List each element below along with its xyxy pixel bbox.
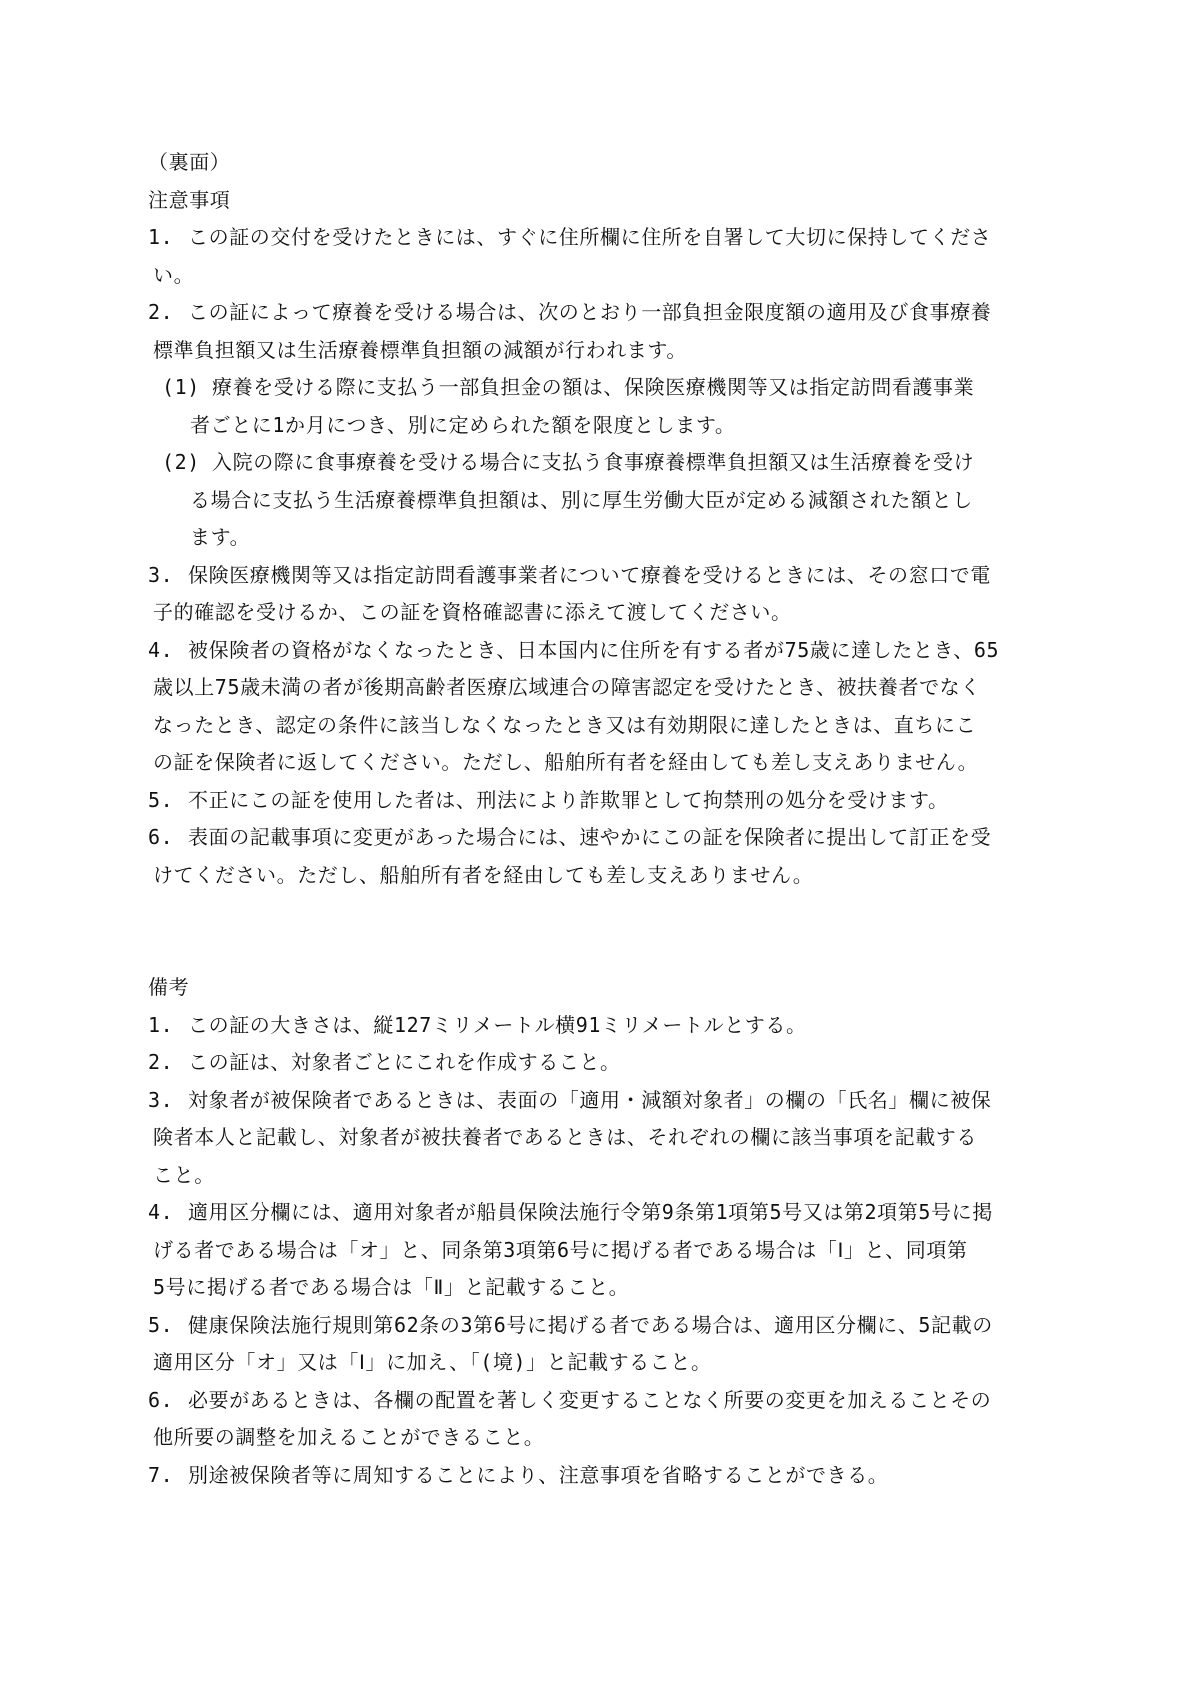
- list-item-line: [0, 294, 1181, 332]
- list-item-continuation: 歳以上75歳未満の者が後期高齢者医療広域連合の障害認定を受けたとき、被扶養者でなく: [153, 675, 981, 699]
- subitem-continuation: る場合に支払う生活療養標準負担額は、別に厚生労働大臣が定める減額された額とし: [190, 487, 973, 512]
- item-number: 1.: [148, 1012, 174, 1037]
- subitem-number: (1): [162, 375, 200, 399]
- item-number: 6.: [148, 825, 174, 849]
- list-item-continuation: 標準負担額又は生活療養標準負担額の減額が行われます。: [153, 337, 687, 362]
- list-item-line: [0, 219, 1181, 257]
- section-gap: [0, 894, 1181, 969]
- item-number: 2.: [148, 300, 174, 324]
- list-item-continuation: 険者本人と記載し、対象者が被扶養者であるときは、それぞれの欄に該当事項を記載する: [153, 1125, 977, 1149]
- item-number: 4.: [148, 1200, 174, 1224]
- item-text: 別途被保険者等に周知することにより、注意事項を省略することができる。: [188, 1462, 889, 1487]
- list-item-line: [0, 1307, 1181, 1345]
- subitem-line: [0, 369, 1181, 407]
- item-number: 5.: [148, 787, 174, 812]
- remarks-list: [0, 1007, 1181, 1495]
- item-number: 5.: [148, 1312, 174, 1337]
- list-item-line: [0, 1457, 1181, 1495]
- subitem-continuation: 者ごとに1か月につき、別に定められた額を限度とします。: [190, 412, 736, 437]
- list-item-line: [0, 1082, 1181, 1120]
- item-text: 保険医療機関等又は指定訪問看護事業者について療養を受けるときには、その窓口で電: [188, 562, 991, 587]
- item-text: 健康保険法施行規則第62条の3第6号に掲げる者である場合は、適用区分欄に、5記載の: [188, 1312, 993, 1337]
- item-number: 4.: [148, 637, 174, 662]
- list-item-line: [0, 819, 1181, 857]
- notes-heading: 注意事項: [148, 187, 231, 212]
- notes-list: [0, 219, 1181, 894]
- side-label: （裏面）: [148, 150, 231, 174]
- item-text: 対象者が被保険者であるときは、表面の「適用・減額対象者」の欄の「氏名」欄に被保: [188, 1087, 992, 1112]
- item-text: この証によって療養を受ける場合は、次のとおり一部負担金限度額の適用及び食事療養: [188, 300, 992, 324]
- list-item-line: [0, 782, 1181, 820]
- list-item-line: [0, 1382, 1181, 1420]
- list-item-continuation: こと。: [153, 1162, 215, 1187]
- list-item-line: [0, 1007, 1181, 1045]
- subitem-text: 療養を受ける際に支払う一部負担金の額は、保険医療機関等又は指定訪問看護事業: [212, 375, 975, 399]
- subitem-text: 入院の際に食事療養を受ける場合に支払う食事療養標準負担額又は生活療養を受け: [212, 450, 975, 474]
- list-item-line: [0, 1194, 1181, 1232]
- item-text: 不正にこの証を使用した者は、刑法により詐欺罪として拘禁刑の処分を受けます。: [188, 787, 949, 812]
- item-text: この証は、対象者ごとにこれを作成すること。: [188, 1050, 621, 1074]
- remarks-heading: 備考: [148, 975, 190, 999]
- item-text: この証の大きさは、縦127ミリメートル横91ミリメートルとする。: [188, 1012, 807, 1037]
- item-number: 3.: [148, 562, 174, 587]
- list-item-line: [0, 557, 1181, 595]
- list-item-continuation: 他所要の調整を加えることができること。: [153, 1425, 545, 1449]
- item-number: 1.: [148, 225, 174, 249]
- subitem-line: [0, 444, 1181, 482]
- list-item-continuation: の証を保険者に返してください。ただし、船舶所有者を経由しても差し支えありません。: [153, 750, 979, 774]
- list-item-continuation: い。: [153, 262, 195, 287]
- list-item-continuation: なったとき、認定の条件に該当しなくなったとき又は有効期限に達したときは、直ちにこ: [153, 712, 977, 737]
- list-item-continuation: けてください。ただし、船舶所有者を経由しても差し支えありません。: [153, 862, 814, 887]
- list-item-line: [0, 1044, 1181, 1082]
- item-number: 2.: [148, 1050, 174, 1074]
- document-page: [0, 144, 1181, 1494]
- list-item-line: [0, 632, 1181, 670]
- list-item-continuation: 子的確認を受けるか、この証を資格確認書に添えて渡してください。: [153, 600, 792, 624]
- item-text: 表面の記載事項に変更があった場合には、速やかにこの証を保険者に提出して訂正を受: [188, 825, 992, 849]
- item-number: 6.: [148, 1387, 174, 1412]
- item-number: 3.: [148, 1087, 174, 1112]
- list-item-continuation: 適用区分「オ」又は「Ⅰ」に加え、「(境)」と記載すること。: [153, 1350, 712, 1374]
- item-number: 7.: [148, 1462, 174, 1487]
- list-item-continuation: 5号に掲げる者である場合は「Ⅱ」と記載すること。: [153, 1275, 630, 1299]
- subitem-number: (2): [162, 450, 200, 474]
- item-text: この証の交付を受けたときには、すぐに住所欄に住所を自署して大切に保持してくださ: [188, 225, 992, 249]
- item-text: 必要があるときは、各欄の配置を著しく変更することなく所要の変更を加えることその: [188, 1387, 992, 1412]
- item-text: 被保険者の資格がなくなったとき、日本国内に住所を有する者が75歳に達したとき、65: [188, 637, 1000, 662]
- subitem-continuation: ます。: [190, 525, 251, 549]
- item-text: 適用区分欄には、適用対象者が船員保険法施行令第9条第1項第5号又は第2項第5号に掲: [188, 1200, 993, 1224]
- list-item-continuation: げる者である場合は「オ」と、同条第3項第6号に掲げる者である場合は「Ⅰ」と、同項第: [153, 1237, 968, 1262]
